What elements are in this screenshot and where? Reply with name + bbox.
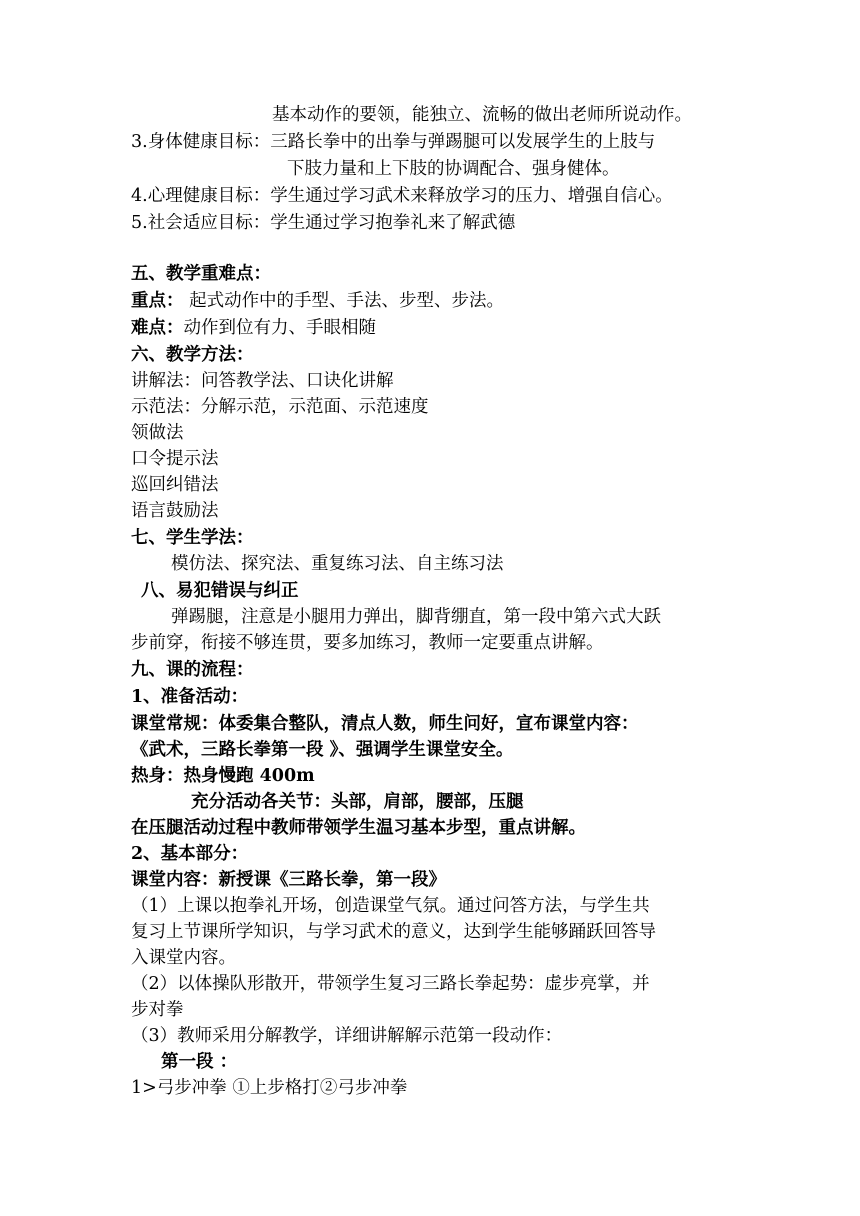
line-text: 巡回纠错法: [131, 475, 219, 495]
text-line: [131, 893, 650, 919]
text-line: [272, 102, 692, 128]
text-line: [131, 498, 219, 524]
text-line: [131, 711, 639, 737]
text-line: [131, 342, 254, 368]
text-line: [131, 394, 429, 420]
text-line: [131, 763, 315, 789]
text-line: [131, 841, 248, 867]
line-text: 第一段 ：: [161, 1052, 238, 1072]
line-text: 2、基本部分：: [131, 844, 249, 864]
line-text: 5.社会适应目标：学生通过学习抱拳礼来了解武德: [131, 213, 516, 233]
line-text: 八、易犯错误与纠正: [141, 581, 299, 601]
text-line: [131, 288, 504, 314]
line-text: 难点：: [131, 318, 184, 338]
text-line: [131, 1075, 407, 1101]
text-line: [131, 945, 236, 971]
text-line: [131, 368, 394, 394]
text-line: [161, 1049, 237, 1075]
line-text: 步前穿，衔接不够连贯，要多加练习，教师一定要重点讲解。: [131, 633, 604, 653]
text-line: [131, 630, 604, 656]
text-line: [287, 156, 620, 182]
line-text: 基本动作的要领，能独立、流畅的做出老师所说动作。: [272, 105, 692, 125]
text-line: [171, 604, 661, 630]
line-text: （3）教师采用分解教学，详细讲解解示范第一段动作：: [131, 1026, 563, 1046]
text-line: [131, 525, 254, 551]
line-text: 复习上节课所学知识，与学习武术的意义，达到学生能够踊跃回答导: [131, 922, 656, 942]
line-text: 下肢力量和上下肢的协调配合、强身健体。: [287, 159, 620, 179]
line-text: 口令提示法: [131, 449, 219, 469]
line-text: 语言鼓励法: [131, 501, 219, 521]
text-line: [131, 657, 254, 683]
text-line: [191, 789, 524, 815]
text-line: [131, 815, 586, 841]
text-line: [131, 261, 271, 287]
line-text: 模仿法、探究法、重复练习法、自主练习法: [171, 554, 504, 574]
line-text: 课堂常规：体委集合整队，清点人数，师生问好，宣布课堂内容：: [131, 714, 639, 734]
text-line: [131, 210, 515, 236]
line-text: 七、学生学法：: [131, 528, 254, 548]
text-line: [131, 867, 446, 893]
line-text: 热身：热身慢跑 400m: [131, 766, 315, 786]
text-line: [141, 578, 299, 604]
line-text: 九、课的流程：: [131, 660, 254, 680]
text-line: [171, 551, 504, 577]
line-text: 步对拳: [131, 1000, 184, 1020]
line-text: 3.身体健康目标：三路长拳中的出拳与弹踢腿可以发展学生的上肢与: [131, 132, 656, 152]
line-rest-text: 起式动作中的手型、手法、步型、步法。: [183, 291, 505, 311]
line-text: 五、教学重难点：: [131, 264, 271, 284]
text-line: [131, 446, 219, 472]
line-text: 示范法：分解示范，示范面、示范速度: [131, 397, 429, 417]
line-text: 《武术，三路长拳第一段 》、强调学生课堂安全。: [131, 740, 514, 760]
line-text: 弹踢腿，注意是小腿用力弹出，脚背绷直，第一段中第六式大跃: [171, 607, 661, 627]
text-line: [131, 472, 219, 498]
line-text: 领做法: [131, 423, 184, 443]
line-text: 六、教学方法：: [131, 345, 254, 365]
text-line: [131, 129, 655, 155]
line-text: 1、准备活动：: [131, 687, 249, 707]
text-line: [131, 183, 673, 209]
line-text: 4.心理健康目标：学生通过学习武术来释放学习的压力、增强自信心。: [131, 186, 673, 206]
text-line: [131, 315, 376, 341]
text-line: [131, 919, 656, 945]
line-text: （1）上课以抱拳礼开场，创造课堂气氛。通过问答方法，与学生共: [131, 896, 650, 916]
line-text: 充分活动各关节：头部，肩部，腰部，压腿: [191, 792, 524, 812]
line-text: （2）以体操队形散开，带领学生复习三路长拳起势：虚步亮掌，并: [131, 974, 650, 994]
text-line: [131, 971, 650, 997]
line-rest-text: 动作到位有力、手眼相随: [183, 318, 376, 338]
text-line: [131, 1023, 562, 1049]
text-line: [131, 997, 184, 1023]
text-line: [131, 420, 184, 446]
line-text: 课堂内容：新授课《三路长拳，第一段》: [131, 870, 446, 890]
line-text: 讲解法：问答教学法、口诀化讲解: [131, 371, 394, 391]
text-line: [131, 684, 248, 710]
line-text: 在压腿活动过程中教师带领学生温习基本步型，重点讲解。: [131, 818, 586, 838]
text-line: [131, 737, 513, 763]
line-text: 入课堂内容。: [131, 948, 236, 968]
line-text: 1>弓步冲拳 ①上步格打②弓步冲拳: [131, 1078, 408, 1098]
line-text: 重点：: [131, 291, 184, 311]
